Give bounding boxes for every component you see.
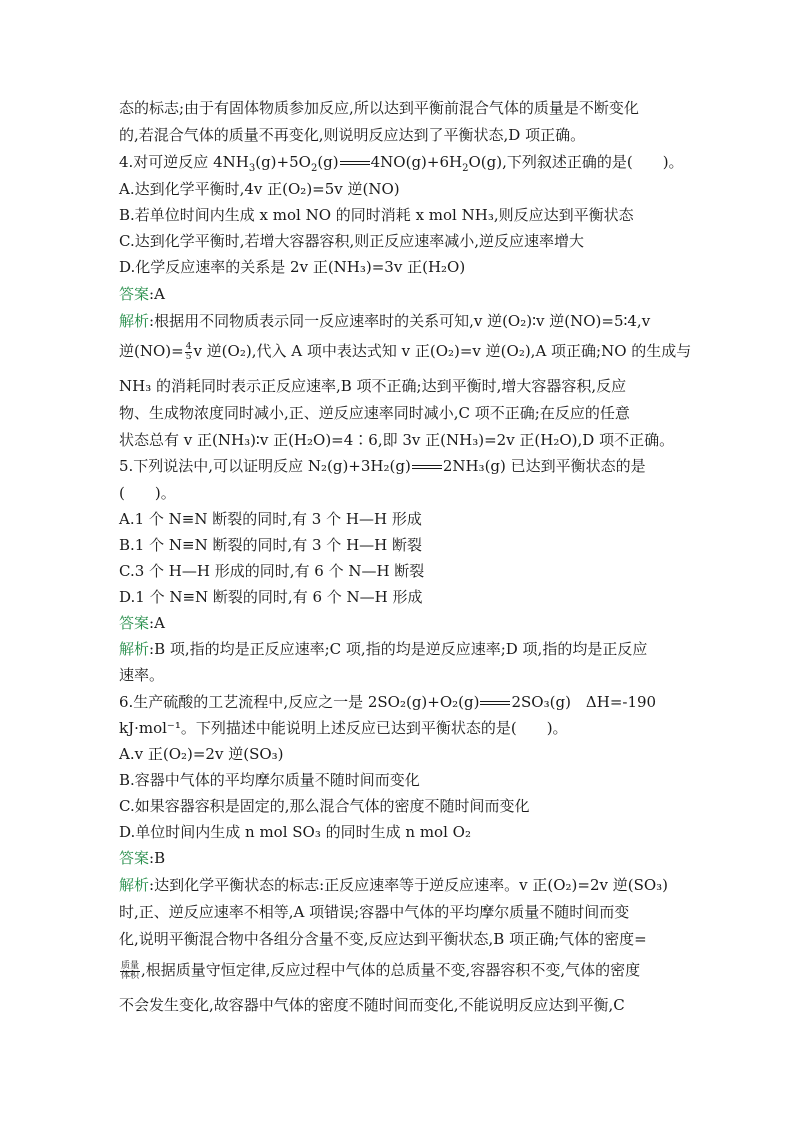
answer-value: :B (149, 849, 166, 867)
equilibrium-arrow-icon (412, 465, 442, 469)
fraction: $\frac{\text{质量}}{\text{体积}}$ (121, 960, 140, 981)
explanation-line: $\frac{\text{质量}}{\text{体积}}$ ,根据质量守恒定律,反应过程中气体的总质量不变,容器容积不变,气体的密度 (121, 960, 641, 981)
explanation-line: 时,正、逆反应速率不相等,A 项错误;容器中气体的平均摩尔质量不随时间而变 (119, 903, 630, 921)
answer-line (119, 848, 165, 868)
option-b: B.1 个 N≡N 断裂的同时,有 3 个 H—H 断裂 (119, 536, 423, 554)
question-6-stem: 6.生产硫酸的工艺流程中,反应之一是 2SO₂(g)+O₂(g) 2SO₃(g) ΔH=-190 (119, 693, 657, 711)
option-d: D.单位时间内生成 n mol SO₃ 的同时生成 n mol O₂ (119, 823, 471, 841)
option-d: D.化学反应速率的关系是 2v 正(NH₃)=3v 正(H₂O) (119, 258, 466, 276)
option-a: A.1 个 N≡N 断裂的同时,有 3 个 H—H 形成 (119, 510, 422, 528)
question-5-stem-cont: ( )。 (119, 484, 176, 502)
option-b: B.容器中气体的平均摩尔质量不随时间而变化 (119, 771, 420, 789)
question-6-stem-cont: kJ·mol⁻¹。下列描述中能说明上述反应已达到平衡状态的是( )。 (119, 719, 568, 737)
answer-value: :A (149, 614, 165, 632)
question-5-stem: 5.下列说法中,可以证明反应 N₂(g)+3H₂(g) 2NH₃(g) 已达到平衡状态的是 (119, 457, 646, 475)
option-d: D.1 个 N≡N 断裂的同时,有 6 个 N—H 形成 (119, 588, 423, 606)
equilibrium-arrow-icon (340, 161, 370, 165)
explanation-line: 物、生成物浓度同时减小,正、逆反应速率同时减小,C 项不正确;在反应的任意 (119, 404, 630, 422)
answer-line (119, 284, 165, 304)
question-4-stem: 4.对可逆反应 $4NH_3(g)+5O_2(g)$ $4NO(g)+6H_2O(g)$,下列叙述正确的是( )。 (119, 153, 684, 174)
option-c: C.如果容器容积是固定的,那么混合气体的密度不随时间而变化 (119, 797, 530, 815)
explanation-line: 逆(NO)= $\frac{4}{5}$ v 逆(O₂),代入 A 项中表达式知 v 正(O₂)=v 逆(O₂),A 项正确;NO 的生成与 (119, 341, 692, 362)
answer-label: 答案 (119, 285, 150, 303)
explanation-line: 解析:B 项,指的均是正反应速率;C 项,指的均是逆反应速率;D 项,指的均是正反应 (119, 640, 648, 658)
option-c: C.3 个 H—H 形成的同时,有 6 个 N—H 断裂 (119, 562, 425, 580)
option-a: A.达到化学平衡时,4v 正(O₂)=5v 逆(NO) (119, 180, 400, 198)
explanation-label: 解析 (119, 876, 150, 894)
answer-label: 答案 (119, 849, 150, 867)
fraction: $\frac{4}{5}$ (185, 341, 192, 362)
explanation-line: NH₃ 的消耗同时表示正反应速率,B 项不正确;达到平衡时,增大容器容积,反应 (119, 377, 627, 395)
explanation-line: 状态总有 v 正(NH₃)∶v 正(H₂O)=4∶6,即 3v 正(NH₃)=2v 正(H₂O),D 项不正确。 (119, 431, 675, 449)
answer-label: 答案 (119, 614, 150, 632)
text-line: 的,若混合气体的质量不再变化,则说明反应达到了平衡状态,D 项正确。 (119, 126, 586, 144)
explanation-label: 解析 (119, 312, 150, 330)
equilibrium-arrow-icon (480, 701, 510, 705)
explanation-line: 化,说明平衡混合物中各组分含量不变,反应达到平衡状态,B 项正确;气体的密度= (119, 930, 647, 948)
option-b: B.若单位时间内生成 x mol NO 的同时消耗 x mol NH₃,则反应达到平衡状态 (119, 206, 634, 224)
explanation-line: 解析:达到化学平衡状态的标志:正反应速率等于逆反应速率。v 正(O₂)=2v 逆(SO₃) (119, 876, 669, 894)
explanation-line: 解析:根据用不同物质表示同一反应速率时的关系可知,v 逆(O₂)∶v 逆(NO)=5∶4,v (119, 312, 651, 330)
text-line: 态的标志;由于有固体物质参加反应,所以达到平衡前混合气体的质量是不断变化 (119, 99, 639, 117)
option-c: C.达到化学平衡时,若增大容器容积,则正反应速率减小,逆反应速率增大 (119, 232, 585, 250)
answer-value: :A (149, 285, 165, 303)
explanation-line: 不会发生变化,故容器中气体的密度不随时间而变化,不能说明反应达到平衡,C (119, 996, 625, 1014)
explanation-label: 解析 (119, 640, 150, 658)
explanation-line: 速率。 (119, 666, 165, 684)
option-a: A.v 正(O₂)=2v 逆(SO₃) (119, 745, 284, 763)
answer-line (119, 613, 165, 633)
